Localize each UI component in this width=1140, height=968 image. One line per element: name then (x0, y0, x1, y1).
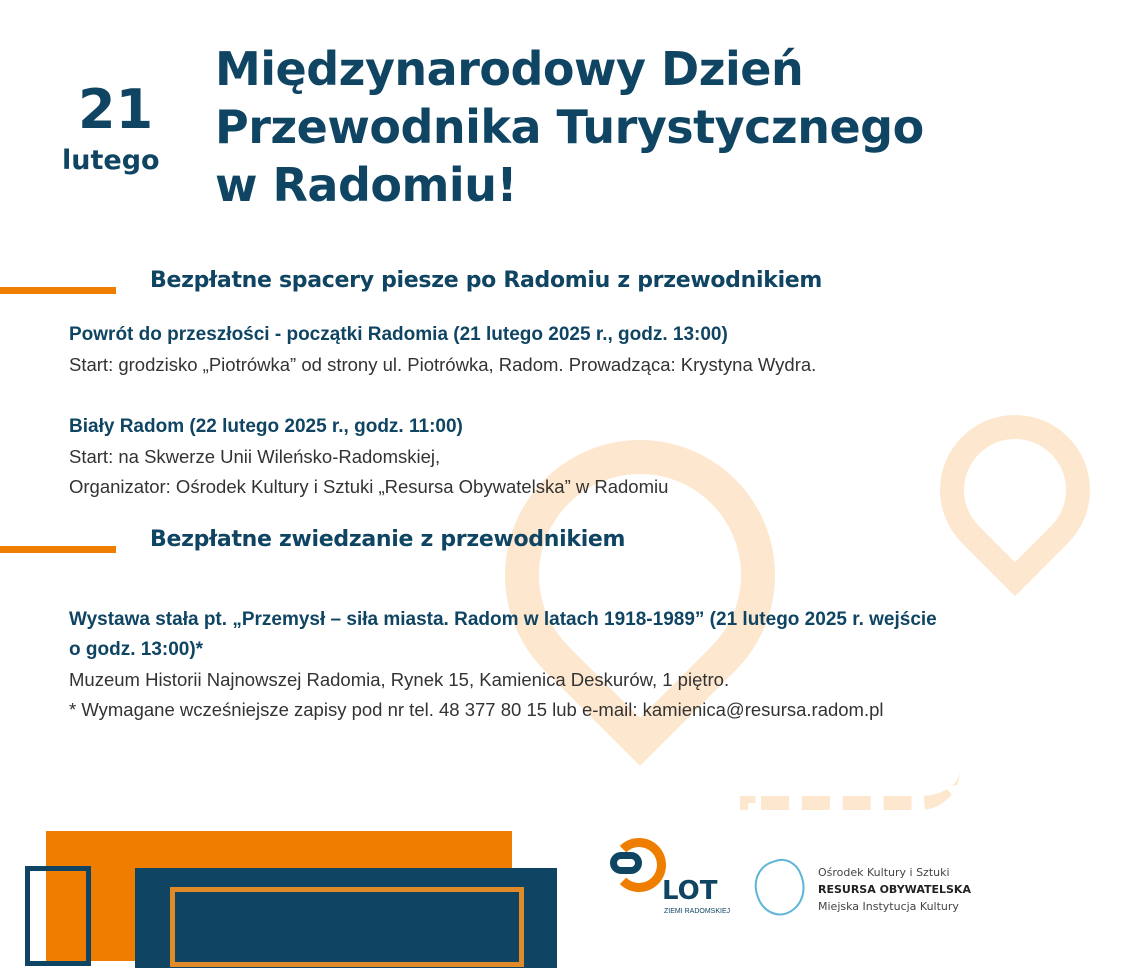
event-title: Biały Radom (22 lutego 2025 r., godz. 11:00) (69, 416, 463, 437)
resursa-line: RESURSA OBYWATELSKA (818, 883, 971, 896)
event-title: Wystawa stała pt. „Przemysł – siła miasta. Radom w latach 1918-1989” (21 lutego 2025 r. wejście (69, 609, 937, 630)
date-month: lutego (62, 145, 160, 176)
event-detail: Start: grodzisko „Piotrówka” od strony ul. Piotrówka, Radom. Prowadząca: Krystyna Wydra. (69, 354, 817, 375)
orange-accent-bar (0, 287, 116, 294)
event-detail: Organizator: Ośrodek Kultury i Sztuki „Resursa Obywatelska” w Radomiu (69, 476, 669, 497)
event-1 (69, 320, 816, 380)
resursa-line: Miejska Instytucja Kultury (818, 900, 959, 913)
navy-outline-block (25, 866, 91, 966)
map-pin-watermark-small-icon (909, 384, 1121, 596)
event-detail: * Wymagane wcześniejsze zapisy pod nr tel. 48 377 80 15 lub e-mail: kamienica@resursa.radom.pl (69, 699, 884, 720)
event-detail: Muzeum Historii Najnowszej Radomia, Rynek 15, Kamienica Deskurów, 1 piętro. (69, 669, 730, 690)
lot-logo (608, 838, 738, 922)
title-line: Przewodnika Turystycznego (215, 100, 924, 154)
lot-logo-subtext: ZIEMI RADOMSKIEJ (664, 908, 731, 915)
page-title (215, 40, 924, 214)
event-title: Powrót do przeszłości - początki Radomia (21 lutego 2025 r., godz. 13:00) (69, 324, 728, 345)
resursa-line: Ośrodek Kultury i Sztuki (818, 866, 950, 879)
lot-logo-text: LOT (662, 876, 718, 906)
event-title: o godz. 13:00)* (69, 639, 204, 660)
dashed-path-watermark (740, 770, 960, 810)
title-line: Międzynarodowy Dzień (215, 42, 804, 96)
lot-p-icon (610, 852, 642, 874)
date-day: 21 (78, 78, 154, 141)
orange-accent-bar (0, 546, 116, 553)
event-3 (69, 605, 1134, 725)
orange-outline-block (170, 887, 524, 967)
title-line: w Radomiu! (215, 158, 517, 212)
event-2 (69, 412, 668, 502)
section-heading-walks: Bezpłatne spacery piesze po Radomiu z przewodnikiem (150, 268, 823, 293)
resursa-logo-text (818, 864, 971, 915)
section-heading-tours: Bezpłatne zwiedzanie z przewodnikiem (150, 527, 626, 552)
resursa-emblem-icon (747, 853, 813, 922)
event-detail: Start: na Skwerze Unii Wileńsko-Radomskiej, (69, 446, 441, 467)
